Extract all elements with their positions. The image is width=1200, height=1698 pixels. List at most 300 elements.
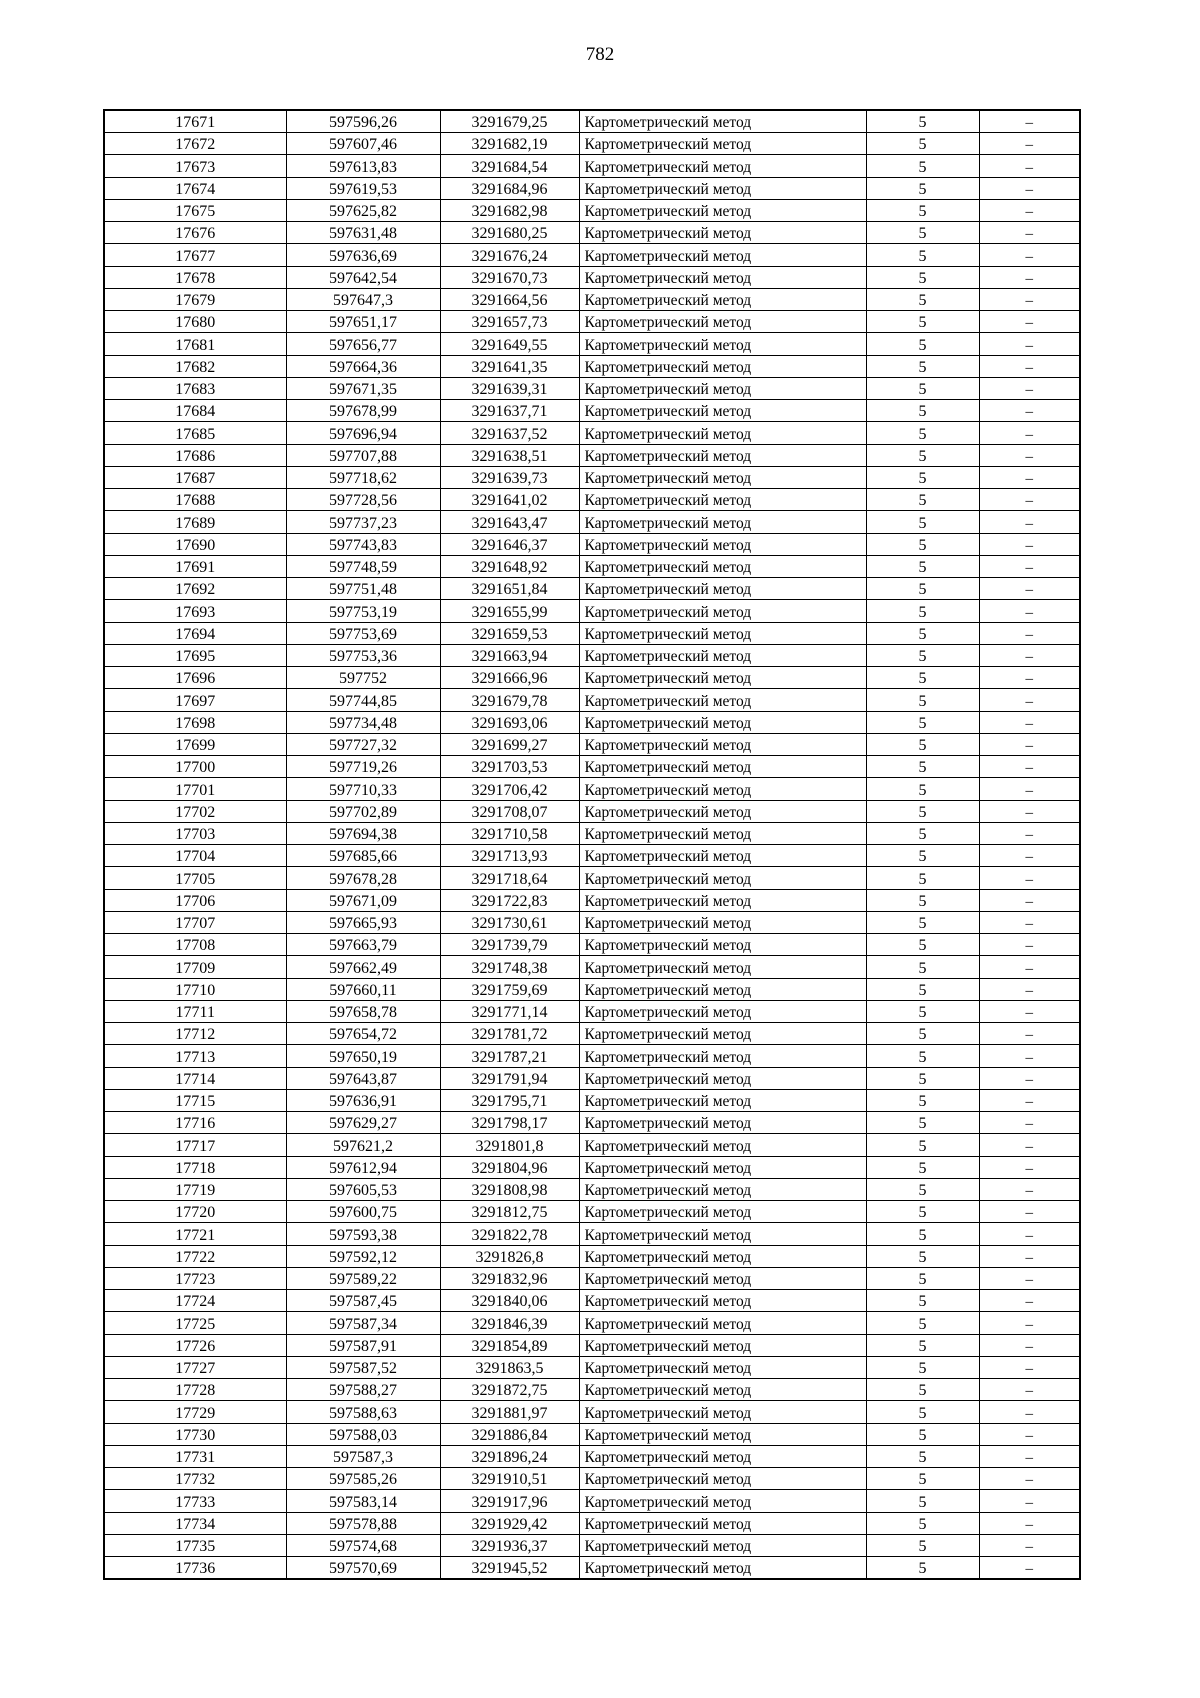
accuracy-cell: 5	[866, 600, 979, 622]
point-number-cell: 17722	[104, 1245, 286, 1267]
y-coordinate-cell: 3291679,78	[440, 689, 579, 711]
point-number-cell: 17696	[104, 667, 286, 689]
table-row	[104, 1468, 1080, 1490]
accuracy-cell: 5	[866, 867, 979, 889]
method-cell: Картометрический метод	[579, 533, 866, 555]
accuracy-cell: 5	[866, 244, 979, 266]
x-coordinate-cell: 597587,3	[286, 1445, 440, 1467]
accuracy-cell: 5	[866, 934, 979, 956]
x-coordinate-cell: 597753,69	[286, 622, 440, 644]
table-row	[104, 689, 1080, 711]
table-row	[104, 155, 1080, 177]
description-cell: –	[979, 1290, 1080, 1312]
y-coordinate-cell: 3291822,78	[440, 1223, 579, 1245]
method-cell: Картометрический метод	[579, 222, 866, 244]
accuracy-cell: 5	[866, 800, 979, 822]
method-cell: Картометрический метод	[579, 377, 866, 399]
x-coordinate-cell: 597728,56	[286, 489, 440, 511]
x-coordinate-cell: 597574,68	[286, 1534, 440, 1556]
x-coordinate-cell: 597589,22	[286, 1267, 440, 1289]
table-row	[104, 1423, 1080, 1445]
accuracy-cell: 5	[866, 578, 979, 600]
description-cell: –	[979, 1468, 1080, 1490]
x-coordinate-cell: 597588,27	[286, 1379, 440, 1401]
description-cell: –	[979, 1379, 1080, 1401]
method-cell: Картометрический метод	[579, 1423, 866, 1445]
method-cell: Картометрический метод	[579, 1000, 866, 1022]
description-cell: –	[979, 1023, 1080, 1045]
description-cell: –	[979, 733, 1080, 755]
x-coordinate-cell: 597607,46	[286, 133, 440, 155]
x-coordinate-cell: 597585,26	[286, 1468, 440, 1490]
point-number-cell: 17678	[104, 266, 286, 288]
accuracy-cell: 5	[866, 1401, 979, 1423]
table-body	[104, 110, 1080, 1579]
table-row	[104, 422, 1080, 444]
y-coordinate-cell: 3291896,24	[440, 1445, 579, 1467]
table-row	[104, 644, 1080, 666]
description-cell: –	[979, 667, 1080, 689]
point-number-cell: 17702	[104, 800, 286, 822]
method-cell: Картометрический метод	[579, 867, 866, 889]
description-cell: –	[979, 1067, 1080, 1089]
method-cell: Картометрический метод	[579, 756, 866, 778]
description-cell: –	[979, 266, 1080, 288]
method-cell: Картометрический метод	[579, 1156, 866, 1178]
x-coordinate-cell: 597664,36	[286, 355, 440, 377]
accuracy-cell: 5	[866, 333, 979, 355]
accuracy-cell: 5	[866, 1045, 979, 1067]
x-coordinate-cell: 597748,59	[286, 555, 440, 577]
table-row	[104, 1445, 1080, 1467]
method-cell: Картометрический метод	[579, 355, 866, 377]
method-cell: Картометрический метод	[579, 1401, 866, 1423]
table-row	[104, 1557, 1080, 1580]
point-number-cell: 17729	[104, 1401, 286, 1423]
point-number-cell: 17694	[104, 622, 286, 644]
table-row	[104, 244, 1080, 266]
point-number-cell: 17733	[104, 1490, 286, 1512]
description-cell: –	[979, 177, 1080, 199]
method-cell: Картометрический метод	[579, 110, 866, 133]
y-coordinate-cell: 3291637,52	[440, 422, 579, 444]
accuracy-cell: 5	[866, 377, 979, 399]
page-number: 782	[585, 44, 615, 65]
y-coordinate-cell: 3291693,06	[440, 711, 579, 733]
table-row	[104, 1023, 1080, 1045]
y-coordinate-cell: 3291682,19	[440, 133, 579, 155]
point-number-cell: 17671	[104, 110, 286, 133]
point-number-cell: 17700	[104, 756, 286, 778]
accuracy-cell: 5	[866, 489, 979, 511]
y-coordinate-cell: 3291646,37	[440, 533, 579, 555]
table-row	[104, 1000, 1080, 1022]
y-coordinate-cell: 3291781,72	[440, 1023, 579, 1045]
y-coordinate-cell: 3291664,56	[440, 288, 579, 310]
description-cell: –	[979, 1423, 1080, 1445]
point-number-cell: 17717	[104, 1134, 286, 1156]
point-number-cell: 17712	[104, 1023, 286, 1045]
x-coordinate-cell: 597642,54	[286, 266, 440, 288]
point-number-cell: 17704	[104, 845, 286, 867]
y-coordinate-cell: 3291666,96	[440, 667, 579, 689]
table-row	[104, 466, 1080, 488]
point-number-cell: 17710	[104, 978, 286, 1000]
point-number-cell: 17688	[104, 489, 286, 511]
x-coordinate-cell: 597647,3	[286, 288, 440, 310]
table-row	[104, 511, 1080, 533]
accuracy-cell: 5	[866, 622, 979, 644]
x-coordinate-cell: 597636,91	[286, 1089, 440, 1111]
accuracy-cell: 5	[866, 822, 979, 844]
accuracy-cell: 5	[866, 511, 979, 533]
method-cell: Картометрический метод	[579, 1245, 866, 1267]
point-number-cell: 17687	[104, 466, 286, 488]
x-coordinate-cell: 597671,35	[286, 377, 440, 399]
table-row	[104, 845, 1080, 867]
description-cell: –	[979, 355, 1080, 377]
x-coordinate-cell: 597694,38	[286, 822, 440, 844]
description-cell: –	[979, 222, 1080, 244]
table-row	[104, 333, 1080, 355]
y-coordinate-cell: 3291832,96	[440, 1267, 579, 1289]
point-number-cell: 17730	[104, 1423, 286, 1445]
accuracy-cell: 5	[866, 1245, 979, 1267]
table-row	[104, 778, 1080, 800]
y-coordinate-cell: 3291929,42	[440, 1512, 579, 1534]
accuracy-cell: 5	[866, 1534, 979, 1556]
method-cell: Картометрический метод	[579, 644, 866, 666]
table-row	[104, 1223, 1080, 1245]
y-coordinate-cell: 3291670,73	[440, 266, 579, 288]
point-number-cell: 17726	[104, 1334, 286, 1356]
y-coordinate-cell: 3291651,84	[440, 578, 579, 600]
accuracy-cell: 5	[866, 1089, 979, 1111]
accuracy-cell: 5	[866, 1000, 979, 1022]
y-coordinate-cell: 3291846,39	[440, 1312, 579, 1334]
description-cell: –	[979, 600, 1080, 622]
table-row	[104, 956, 1080, 978]
method-cell: Картометрический метод	[579, 1379, 866, 1401]
accuracy-cell: 5	[866, 1334, 979, 1356]
point-number-cell: 17672	[104, 133, 286, 155]
y-coordinate-cell: 3291798,17	[440, 1112, 579, 1134]
point-number-cell: 17721	[104, 1223, 286, 1245]
accuracy-cell: 5	[866, 288, 979, 310]
x-coordinate-cell: 597587,34	[286, 1312, 440, 1334]
accuracy-cell: 5	[866, 1290, 979, 1312]
table-row	[104, 1067, 1080, 1089]
y-coordinate-cell: 3291639,31	[440, 377, 579, 399]
table-row	[104, 110, 1080, 133]
point-number-cell: 17708	[104, 934, 286, 956]
y-coordinate-cell: 3291699,27	[440, 733, 579, 755]
method-cell: Картометрический метод	[579, 511, 866, 533]
y-coordinate-cell: 3291771,14	[440, 1000, 579, 1022]
y-coordinate-cell: 3291679,25	[440, 110, 579, 133]
description-cell: –	[979, 889, 1080, 911]
point-number-cell: 17690	[104, 533, 286, 555]
description-cell: –	[979, 689, 1080, 711]
accuracy-cell: 5	[866, 1067, 979, 1089]
table-row	[104, 1245, 1080, 1267]
description-cell: –	[979, 244, 1080, 266]
point-number-cell: 17684	[104, 400, 286, 422]
coordinates-table	[103, 109, 1081, 1580]
point-number-cell: 17713	[104, 1045, 286, 1067]
accuracy-cell: 5	[866, 978, 979, 1000]
method-cell: Картометрический метод	[579, 600, 866, 622]
point-number-cell: 17697	[104, 689, 286, 711]
accuracy-cell: 5	[866, 533, 979, 555]
method-cell: Картометрический метод	[579, 1023, 866, 1045]
y-coordinate-cell: 3291648,92	[440, 555, 579, 577]
y-coordinate-cell: 3291639,73	[440, 466, 579, 488]
table-row	[104, 489, 1080, 511]
accuracy-cell: 5	[866, 222, 979, 244]
point-number-cell: 17679	[104, 288, 286, 310]
y-coordinate-cell: 3291881,97	[440, 1401, 579, 1423]
y-coordinate-cell: 3291787,21	[440, 1045, 579, 1067]
point-number-cell: 17707	[104, 911, 286, 933]
y-coordinate-cell: 3291748,38	[440, 956, 579, 978]
table-row	[104, 311, 1080, 333]
accuracy-cell: 5	[866, 110, 979, 133]
y-coordinate-cell: 3291718,64	[440, 867, 579, 889]
method-cell: Картометрический метод	[579, 199, 866, 221]
x-coordinate-cell: 597737,23	[286, 511, 440, 533]
description-cell: –	[979, 934, 1080, 956]
accuracy-cell: 5	[866, 778, 979, 800]
description-cell: –	[979, 644, 1080, 666]
point-number-cell: 17682	[104, 355, 286, 377]
accuracy-cell: 5	[866, 1468, 979, 1490]
y-coordinate-cell: 3291663,94	[440, 644, 579, 666]
y-coordinate-cell: 3291713,93	[440, 845, 579, 867]
x-coordinate-cell: 597665,93	[286, 911, 440, 933]
table-row	[104, 555, 1080, 577]
method-cell: Картометрический метод	[579, 1045, 866, 1067]
method-cell: Картометрический метод	[579, 1312, 866, 1334]
x-coordinate-cell: 597727,32	[286, 733, 440, 755]
point-number-cell: 17692	[104, 578, 286, 600]
table-row	[104, 911, 1080, 933]
point-number-cell: 17703	[104, 822, 286, 844]
description-cell: –	[979, 1178, 1080, 1200]
point-number-cell: 17732	[104, 1468, 286, 1490]
description-cell: –	[979, 333, 1080, 355]
point-number-cell: 17677	[104, 244, 286, 266]
y-coordinate-cell: 3291659,53	[440, 622, 579, 644]
point-number-cell: 17675	[104, 199, 286, 221]
y-coordinate-cell: 3291759,69	[440, 978, 579, 1000]
method-cell: Картометрический метод	[579, 288, 866, 310]
description-cell: –	[979, 1356, 1080, 1378]
description-cell: –	[979, 511, 1080, 533]
method-cell: Картометрический метод	[579, 489, 866, 511]
description-cell: –	[979, 1534, 1080, 1556]
y-coordinate-cell: 3291730,61	[440, 911, 579, 933]
method-cell: Картометрический метод	[579, 311, 866, 333]
method-cell: Картометрический метод	[579, 266, 866, 288]
point-number-cell: 17711	[104, 1000, 286, 1022]
table-row	[104, 1112, 1080, 1134]
x-coordinate-cell: 597619,53	[286, 177, 440, 199]
table-row	[104, 199, 1080, 221]
x-coordinate-cell: 597636,69	[286, 244, 440, 266]
point-number-cell: 17735	[104, 1534, 286, 1556]
accuracy-cell: 5	[866, 466, 979, 488]
description-cell: –	[979, 288, 1080, 310]
description-cell: –	[979, 1156, 1080, 1178]
x-coordinate-cell: 597570,69	[286, 1557, 440, 1580]
x-coordinate-cell: 597743,83	[286, 533, 440, 555]
x-coordinate-cell: 597613,83	[286, 155, 440, 177]
description-cell: –	[979, 311, 1080, 333]
table-row	[104, 1356, 1080, 1378]
description-cell: –	[979, 1223, 1080, 1245]
method-cell: Картометрический метод	[579, 1490, 866, 1512]
accuracy-cell: 5	[866, 1134, 979, 1156]
description-cell: –	[979, 377, 1080, 399]
table-row	[104, 711, 1080, 733]
description-cell: –	[979, 1312, 1080, 1334]
description-cell: –	[979, 1334, 1080, 1356]
method-cell: Картометрический метод	[579, 1290, 866, 1312]
x-coordinate-cell: 597734,48	[286, 711, 440, 733]
accuracy-cell: 5	[866, 1267, 979, 1289]
description-cell: –	[979, 978, 1080, 1000]
description-cell: –	[979, 444, 1080, 466]
method-cell: Картометрический метод	[579, 711, 866, 733]
point-number-cell: 17706	[104, 889, 286, 911]
accuracy-cell: 5	[866, 1490, 979, 1512]
point-number-cell: 17695	[104, 644, 286, 666]
table-row	[104, 934, 1080, 956]
y-coordinate-cell: 3291840,06	[440, 1290, 579, 1312]
y-coordinate-cell: 3291722,83	[440, 889, 579, 911]
method-cell: Картометрический метод	[579, 1468, 866, 1490]
y-coordinate-cell: 3291872,75	[440, 1379, 579, 1401]
method-cell: Картометрический метод	[579, 1201, 866, 1223]
description-cell: –	[979, 422, 1080, 444]
table-row	[104, 377, 1080, 399]
method-cell: Картометрический метод	[579, 956, 866, 978]
method-cell: Картометрический метод	[579, 1356, 866, 1378]
method-cell: Картометрический метод	[579, 1223, 866, 1245]
description-cell: –	[979, 489, 1080, 511]
y-coordinate-cell: 3291886,84	[440, 1423, 579, 1445]
method-cell: Картометрический метод	[579, 555, 866, 577]
description-cell: –	[979, 555, 1080, 577]
point-number-cell: 17718	[104, 1156, 286, 1178]
accuracy-cell: 5	[866, 956, 979, 978]
method-cell: Картометрический метод	[579, 1557, 866, 1580]
x-coordinate-cell: 597702,89	[286, 800, 440, 822]
description-cell: –	[979, 1000, 1080, 1022]
point-number-cell: 17685	[104, 422, 286, 444]
point-number-cell: 17723	[104, 1267, 286, 1289]
table-row	[104, 600, 1080, 622]
point-number-cell: 17674	[104, 177, 286, 199]
method-cell: Картометрический метод	[579, 978, 866, 1000]
method-cell: Картометрический метод	[579, 578, 866, 600]
accuracy-cell: 5	[866, 1178, 979, 1200]
accuracy-cell: 5	[866, 889, 979, 911]
y-coordinate-cell: 3291854,89	[440, 1334, 579, 1356]
x-coordinate-cell: 597678,99	[286, 400, 440, 422]
x-coordinate-cell: 597593,38	[286, 1223, 440, 1245]
y-coordinate-cell: 3291863,5	[440, 1356, 579, 1378]
description-cell: –	[979, 822, 1080, 844]
description-cell: –	[979, 1401, 1080, 1423]
x-coordinate-cell: 597658,78	[286, 1000, 440, 1022]
y-coordinate-cell: 3291917,96	[440, 1490, 579, 1512]
y-coordinate-cell: 3291684,54	[440, 155, 579, 177]
method-cell: Картометрический метод	[579, 1134, 866, 1156]
table-row	[104, 978, 1080, 1000]
method-cell: Картометрический метод	[579, 133, 866, 155]
x-coordinate-cell: 597651,17	[286, 311, 440, 333]
y-coordinate-cell: 3291657,73	[440, 311, 579, 333]
x-coordinate-cell: 597719,26	[286, 756, 440, 778]
accuracy-cell: 5	[866, 911, 979, 933]
method-cell: Картометрический метод	[579, 1178, 866, 1200]
y-coordinate-cell: 3291808,98	[440, 1178, 579, 1200]
y-coordinate-cell: 3291710,58	[440, 822, 579, 844]
method-cell: Картометрический метод	[579, 1534, 866, 1556]
y-coordinate-cell: 3291804,96	[440, 1156, 579, 1178]
x-coordinate-cell: 597629,27	[286, 1112, 440, 1134]
description-cell: –	[979, 155, 1080, 177]
accuracy-cell: 5	[866, 355, 979, 377]
x-coordinate-cell: 597753,36	[286, 644, 440, 666]
accuracy-cell: 5	[866, 155, 979, 177]
table-row	[104, 867, 1080, 889]
description-cell: –	[979, 711, 1080, 733]
x-coordinate-cell: 597588,03	[286, 1423, 440, 1445]
description-cell: –	[979, 1557, 1080, 1580]
x-coordinate-cell: 597643,87	[286, 1067, 440, 1089]
point-number-cell: 17734	[104, 1512, 286, 1534]
method-cell: Картометрический метод	[579, 422, 866, 444]
method-cell: Картометрический метод	[579, 177, 866, 199]
y-coordinate-cell: 3291791,94	[440, 1067, 579, 1089]
table-row	[104, 177, 1080, 199]
table-row	[104, 733, 1080, 755]
accuracy-cell: 5	[866, 756, 979, 778]
table-row	[104, 800, 1080, 822]
table-row	[104, 222, 1080, 244]
method-cell: Картометрический метод	[579, 622, 866, 644]
table-row	[104, 1290, 1080, 1312]
x-coordinate-cell: 597631,48	[286, 222, 440, 244]
y-coordinate-cell: 3291649,55	[440, 333, 579, 355]
point-number-cell: 17686	[104, 444, 286, 466]
x-coordinate-cell: 597656,77	[286, 333, 440, 355]
y-coordinate-cell: 3291910,51	[440, 1468, 579, 1490]
method-cell: Картометрический метод	[579, 400, 866, 422]
description-cell: –	[979, 756, 1080, 778]
description-cell: –	[979, 199, 1080, 221]
point-number-cell: 17736	[104, 1557, 286, 1580]
x-coordinate-cell: 597753,19	[286, 600, 440, 622]
method-cell: Картометрический метод	[579, 822, 866, 844]
accuracy-cell: 5	[866, 311, 979, 333]
method-cell: Картометрический метод	[579, 466, 866, 488]
method-cell: Картометрический метод	[579, 778, 866, 800]
accuracy-cell: 5	[866, 667, 979, 689]
